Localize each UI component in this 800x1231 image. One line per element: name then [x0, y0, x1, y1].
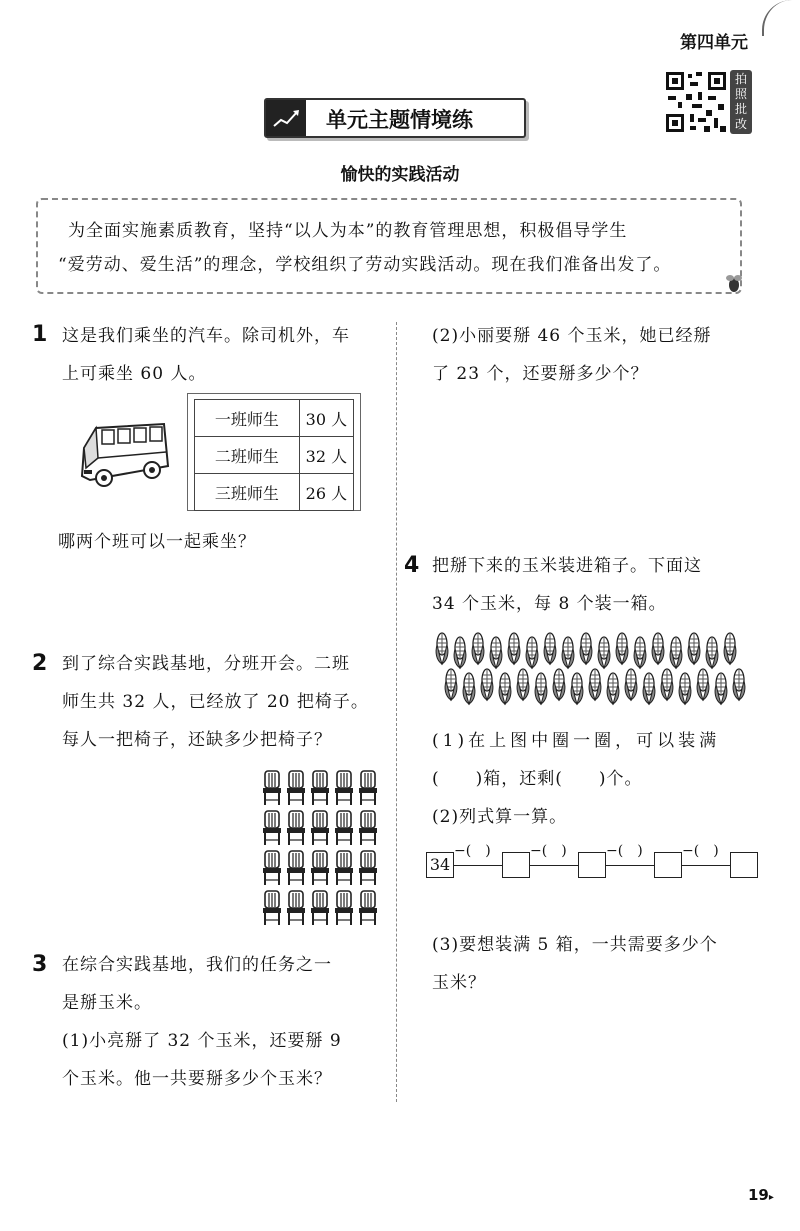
- question-number: 1: [32, 322, 48, 347]
- column-divider: [396, 322, 397, 1102]
- corner-decoration: [762, 0, 792, 36]
- corn-icon: [443, 666, 459, 702]
- class-name: 二班师生: [195, 437, 300, 474]
- answer-box[interactable]: [502, 852, 530, 878]
- chain-arrow: [454, 865, 502, 866]
- subtraction-chain: [426, 842, 766, 890]
- chair-icon: [286, 770, 306, 806]
- table-row: [195, 400, 354, 437]
- question-text: 上可乘坐 60 人。: [62, 364, 207, 384]
- corn-icon: [533, 670, 549, 706]
- arrow-icon: ▸: [768, 1192, 774, 1203]
- table-row: [195, 437, 354, 474]
- subquestion-text: (1)在上图中圈一圈，可以装满: [432, 731, 721, 751]
- corn-icon: [515, 666, 531, 702]
- question-number: 3: [32, 952, 48, 977]
- chain-operator: −( ): [682, 843, 719, 859]
- corn-icon: [587, 666, 603, 702]
- chair-icon: [334, 770, 354, 806]
- subquestion-text: (2)小丽要掰 46 个玉米，她已经掰: [432, 326, 712, 346]
- corn-icon: [452, 634, 468, 670]
- table-row: [195, 474, 354, 511]
- question-number: 2: [32, 651, 48, 676]
- intro-line: 为全面实施素质教育，坚持“以人为本”的教育管理思想，积极倡导学生: [68, 221, 628, 241]
- class-name: 一班师生: [195, 400, 300, 437]
- intro-line: “爱劳动、爱生活”的理念，学校组织了劳动实践活动。现在我们准备出发了。: [58, 255, 672, 275]
- chair-icon: [310, 770, 330, 806]
- question-text: 哪两个班可以一起乘坐？: [58, 532, 256, 552]
- corn-icon: [614, 630, 630, 666]
- corn-icon: [722, 630, 738, 666]
- corn-icon: [524, 634, 540, 670]
- corn-icon: [488, 634, 504, 670]
- question-text: 这是我们乘坐的汽车。除司机外，车: [62, 326, 350, 346]
- chair-icon: [358, 810, 378, 846]
- corn-icon: [686, 630, 702, 666]
- chain-arrow: [530, 865, 578, 866]
- corn-icon: [704, 634, 720, 670]
- qr-side-label: 拍照批改: [730, 70, 752, 134]
- chain-start-box: 34: [426, 852, 454, 878]
- question-text: 把掰下来的玉米装进箱子。下面这: [432, 556, 702, 576]
- section-banner: [264, 98, 526, 138]
- chair-icon: [358, 890, 378, 926]
- chair-icon: [310, 810, 330, 846]
- subquestion-text: (2)列式算一算。: [432, 807, 568, 827]
- corn-icon: [578, 630, 594, 666]
- corn-icon: [542, 630, 558, 666]
- corn-icon: [731, 666, 747, 702]
- corn-icon: [479, 666, 495, 702]
- corn-icon: [596, 634, 612, 670]
- chair-icon: [286, 810, 306, 846]
- corn-icon: [641, 670, 657, 706]
- corn-icon: [461, 670, 477, 706]
- chart-icon: [266, 100, 306, 136]
- class-table-frame: [187, 393, 361, 511]
- subquestion-text: (1)小亮掰了 32 个玉米，还要掰 9: [62, 1031, 342, 1051]
- corn-icon: [650, 630, 666, 666]
- banner-title: 单元主题情境练: [326, 108, 473, 132]
- chairs-illustration: [262, 770, 382, 930]
- corn-icon: [713, 670, 729, 706]
- question-number: 4: [404, 553, 420, 578]
- chair-icon: [262, 810, 282, 846]
- chair-icon: [334, 890, 354, 926]
- class-count: 30 人: [299, 400, 353, 437]
- corn-icon: [434, 630, 450, 666]
- question-text: 是掰玉米。: [62, 993, 152, 1013]
- question-text: 每人一把椅子，还缺多少把椅子？: [62, 730, 332, 750]
- subquestion-text: 了 23 个，还要掰多少个？: [432, 364, 649, 384]
- answer-box[interactable]: [730, 852, 758, 878]
- corn-icon: [677, 670, 693, 706]
- class-count: 32 人: [299, 437, 353, 474]
- chain-arrow: [606, 865, 654, 866]
- chain-operator: −( ): [454, 843, 491, 859]
- chair-icon: [334, 850, 354, 886]
- page-number-text: 19: [748, 1186, 769, 1204]
- corn-icon: [695, 666, 711, 702]
- chain-operator: −( ): [530, 843, 567, 859]
- class-table: [194, 399, 354, 511]
- chain-operator: −( ): [606, 843, 643, 859]
- intro-box: [36, 198, 742, 294]
- page-subtitle: 愉快的实践活动: [340, 165, 460, 185]
- subquestion-text: 个玉米。他一共要掰多少个玉米？: [62, 1069, 332, 1089]
- chair-icon: [286, 850, 306, 886]
- chair-icon: [286, 890, 306, 926]
- chair-icon: [310, 850, 330, 886]
- chair-icon: [262, 850, 282, 886]
- answer-box[interactable]: [578, 852, 606, 878]
- unit-label: 第四单元: [680, 33, 748, 53]
- corn-icon: [605, 670, 621, 706]
- question-text: 34 个玉米，每 8 个装一箱。: [432, 594, 667, 614]
- subquestion-text: (3)要想装满 5 箱，一共需要多少个: [432, 935, 718, 955]
- chair-icon: [262, 770, 282, 806]
- question-text: 到了综合实践基地，分班开会。二班: [62, 654, 350, 674]
- class-count: 26 人: [299, 474, 353, 511]
- qr-code-icon: [664, 70, 728, 134]
- chair-icon: [262, 890, 282, 926]
- subquestion-text: ( )箱，还剩( )个。: [432, 769, 643, 789]
- corn-icon: [659, 666, 675, 702]
- answer-box[interactable]: [654, 852, 682, 878]
- bee-icon: [724, 272, 744, 294]
- chair-icon: [310, 890, 330, 926]
- chair-icon: [358, 850, 378, 886]
- bus-icon: [76, 418, 172, 492]
- corn-icon: [551, 666, 567, 702]
- corn-icon: [470, 630, 486, 666]
- corn-illustration: [434, 630, 754, 704]
- corn-icon: [668, 634, 684, 670]
- corn-icon: [497, 670, 513, 706]
- corn-icon: [569, 670, 585, 706]
- corn-icon: [506, 630, 522, 666]
- chair-icon: [334, 810, 354, 846]
- corn-icon: [632, 634, 648, 670]
- chain-arrow: [682, 865, 730, 866]
- chair-icon: [358, 770, 378, 806]
- corn-icon: [560, 634, 576, 670]
- question-text: 在综合实践基地，我们的任务之一: [62, 955, 332, 975]
- page-number: [748, 1186, 774, 1204]
- subquestion-text: 玉米？: [432, 973, 486, 993]
- class-name: 三班师生: [195, 474, 300, 511]
- question-text: 师生共 32 人，已经放了 20 把椅子。: [62, 692, 369, 712]
- corn-icon: [623, 666, 639, 702]
